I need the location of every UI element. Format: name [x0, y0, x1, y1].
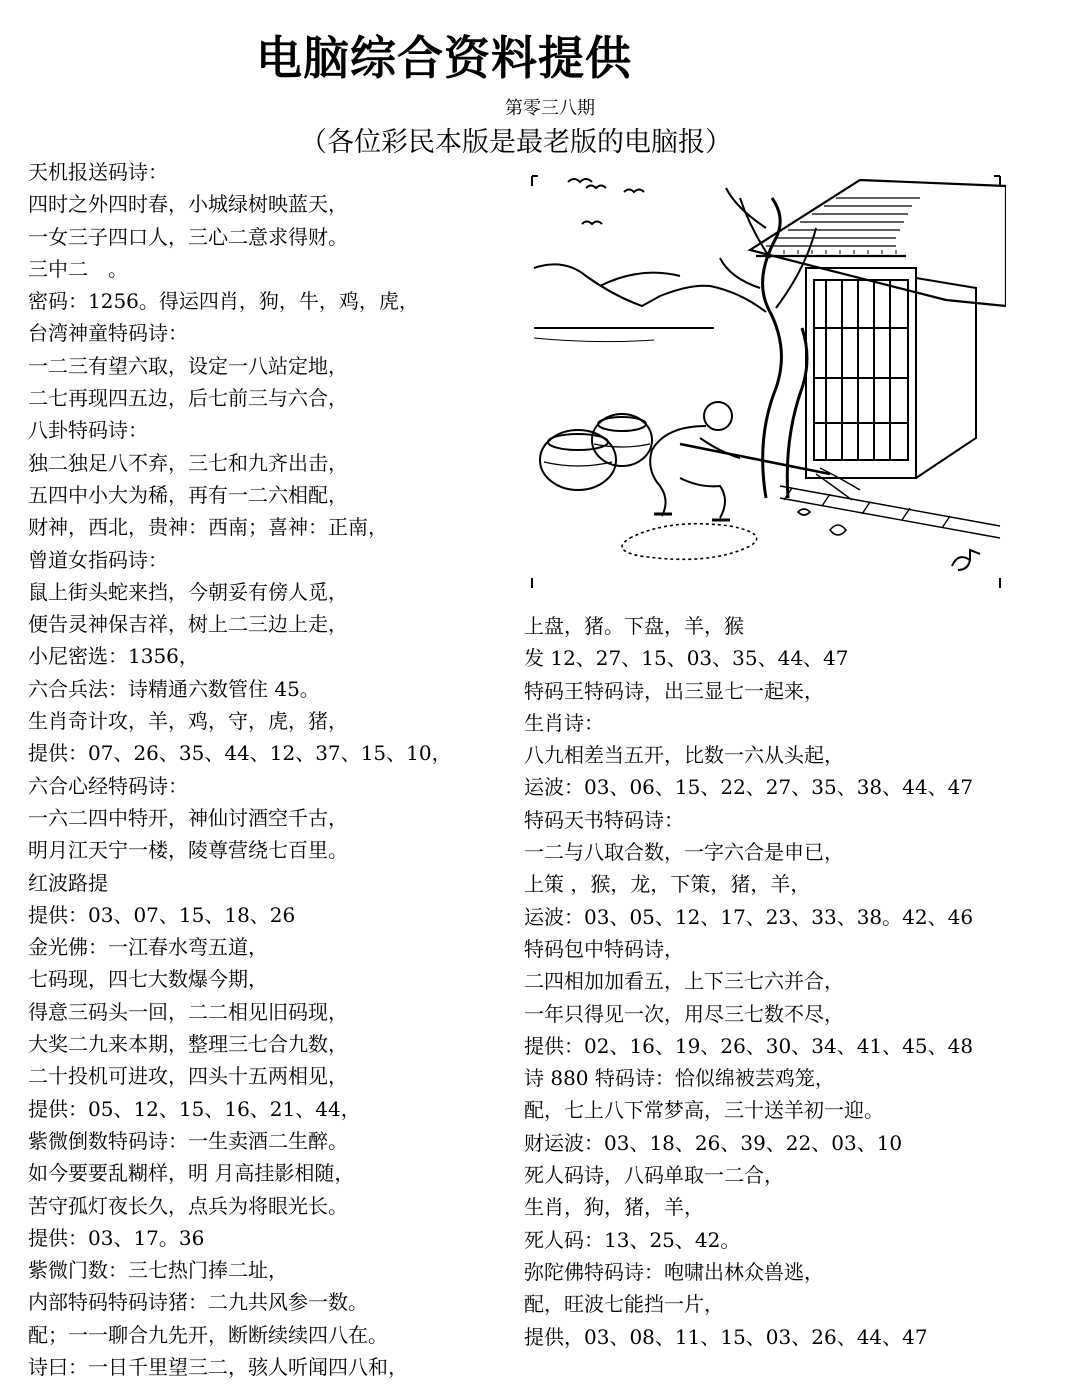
ink-illustration-sweeper-by-house [530, 168, 1006, 596]
left-column-text-line: 密码：1256。得运四肖，狗，牛，鸡，虎， [28, 289, 419, 314]
right-column-text-line: 配，七上八下常梦高，三十送羊初一迎。 [524, 1098, 884, 1123]
right-column-text-line: 配，旺波七能挡一片， [524, 1292, 724, 1317]
right-column-text-line: 发 12、27、15、03、35、44、47 [524, 646, 849, 671]
left-column-text-line: 大奖二九来本期，整理三七合九数， [28, 1032, 348, 1057]
left-column-text-line: 生肖奇计攻，羊，鸡，守，虎，猪， [28, 709, 348, 734]
left-column-text-line: 独二独足八不弃，三七和九齐出击， [28, 450, 348, 475]
left-column-text-line: 二七再现四五边，后七前三与六合， [28, 386, 348, 411]
right-column-text-line: 死人码：13、25、42。 [524, 1227, 741, 1252]
left-column-text-line: 二十投机可进攻，四头十五两相见， [28, 1064, 348, 1089]
left-column-text-line: 配；一一聊合九先开，断断续续四八在。 [28, 1322, 388, 1347]
left-column-text-line: 一女三子四口人，三心二意求得财。 [28, 224, 348, 249]
right-column-text-line: 生肖诗： [524, 710, 604, 735]
right-column-text-line: 一年只得见一次，用尽三七数不尽， [524, 1001, 844, 1026]
right-column-text-line: 财运波：03、18、26、39、22、03、10 [524, 1130, 903, 1155]
right-column-text-line: 上策 ，猴，龙，下策，猪，羊， [524, 872, 811, 897]
right-column-text-line: 二四相加加看五，上下三七六并合， [524, 969, 844, 994]
left-column-text-line: 曾道女指码诗： [28, 547, 168, 572]
right-column-text-line: 诗 880 特码诗：恰似绵被芸鸡笼， [524, 1066, 835, 1091]
left-column-text-line: 六合兵法：诗精通六数管住 45。 [28, 676, 320, 701]
left-column-text-line: 诗曰：一日千里望三二，骇人听闻四八和， [28, 1354, 408, 1379]
right-column-text-line: 特码天书特码诗： [524, 807, 684, 832]
left-column-text-line: 紫微门数：三七热门捧二址， [28, 1258, 288, 1283]
right-column-text-line: 生肖，狗，猪，羊， [524, 1195, 704, 1220]
left-column-text-line: 内部特码特码诗猪：二九共风参一数。 [28, 1290, 368, 1315]
right-column-text-line: 运波：03、06、15、22、27、35、38、44、47 [524, 775, 974, 800]
issue-number: 第零三八期 [505, 98, 595, 119]
left-column-text-line: 提供：05、12、15、16、21、44， [28, 1096, 361, 1121]
left-column-text-line: 一二三有望六取，设定一八站定地， [28, 353, 348, 378]
right-column-text-line: 弥陀佛特码诗：咆啸出林众兽逃， [524, 1259, 824, 1284]
left-column-text-line: 小尼密选：1356， [28, 644, 199, 669]
left-column-text-line: 一六二四中特开，神仙讨酒空千古， [28, 805, 348, 830]
right-text-column [524, 610, 973, 1353]
page-subtitle: （各位彩民本版是最老版的电脑报） [300, 127, 732, 158]
left-column-text-line: 七码现，四七大数爆今期， [28, 967, 268, 992]
left-column-text-line: 苦守孤灯夜长久，点兵为将眼光长。 [28, 1193, 348, 1218]
right-column-text-line: 提供，03、08、11、15、03、26、44、47 [524, 1324, 928, 1349]
left-column-text-line: 四时之外四时春，小城绿树映蓝天， [28, 192, 348, 217]
left-column-text-line: 三中二 。 [28, 256, 128, 281]
right-column-text-line: 运波：03、05、12、17、23、33、38。42、46 [524, 904, 974, 929]
right-column-text-line: 提供：02、16、19、26、30、34、41、45、48 [524, 1033, 974, 1058]
left-column-text-line: 紫微倒数特码诗：一生卖酒二生醉。 [28, 1128, 348, 1153]
right-column-text-line: 八九相差当五开，比数一六从头起， [524, 743, 844, 768]
left-column-text-line: 金光佛：一江春水弯五道， [28, 935, 268, 960]
left-column-text-line: 六合心经特码诗： [28, 773, 188, 798]
left-column-text-line: 红波路提 [28, 870, 108, 895]
left-text-column [28, 156, 452, 1383]
left-column-text-line: 天机报送码诗： [28, 160, 168, 184]
left-column-text-line: 财神，西北，贵神：西南；喜神：正南， [28, 515, 388, 540]
left-column-text-line: 如今要要乱糊样，明 月高挂影相随， [28, 1161, 355, 1186]
right-column-text-line: 特码王特码诗，出三显七一起来， [524, 678, 824, 703]
left-column-text-line: 提供：03、07、15、18、26 [28, 902, 296, 927]
left-column-text-line: 明月江天宁一楼，陵尊营绕七百里。 [28, 838, 348, 863]
right-column-text-line: 特码包中特码诗， [524, 936, 684, 961]
left-column-text-line: 五四中小大为稀，再有一二六相配， [28, 482, 348, 507]
left-column-text-line: 鼠上街头蛇来挡，今朝妥有傍人觅， [28, 579, 348, 604]
left-column-text-line: 八卦特码诗： [28, 418, 148, 443]
right-column-text-line: 死人码诗，八码单取一二合， [524, 1163, 784, 1188]
left-column-text-line: 便告灵神保吉祥，树上二三边上走， [28, 612, 348, 637]
left-column-text-line: 得意三码头一回，二二相见旧码现， [28, 999, 348, 1024]
right-column-text-line: 一二与八取合数，一字六合是申已， [524, 840, 844, 865]
left-column-text-line: 提供：07、26、35、44、12、37、15、10， [28, 741, 452, 766]
left-column-text-line: 提供：03、17。36 [28, 1225, 205, 1250]
page-title: 电脑综合资料提供 [256, 31, 632, 85]
right-column-text-line: 上盘，猪。下盘，羊，猴 [524, 614, 744, 638]
left-column-text-line: 台湾神童特码诗： [28, 321, 188, 346]
